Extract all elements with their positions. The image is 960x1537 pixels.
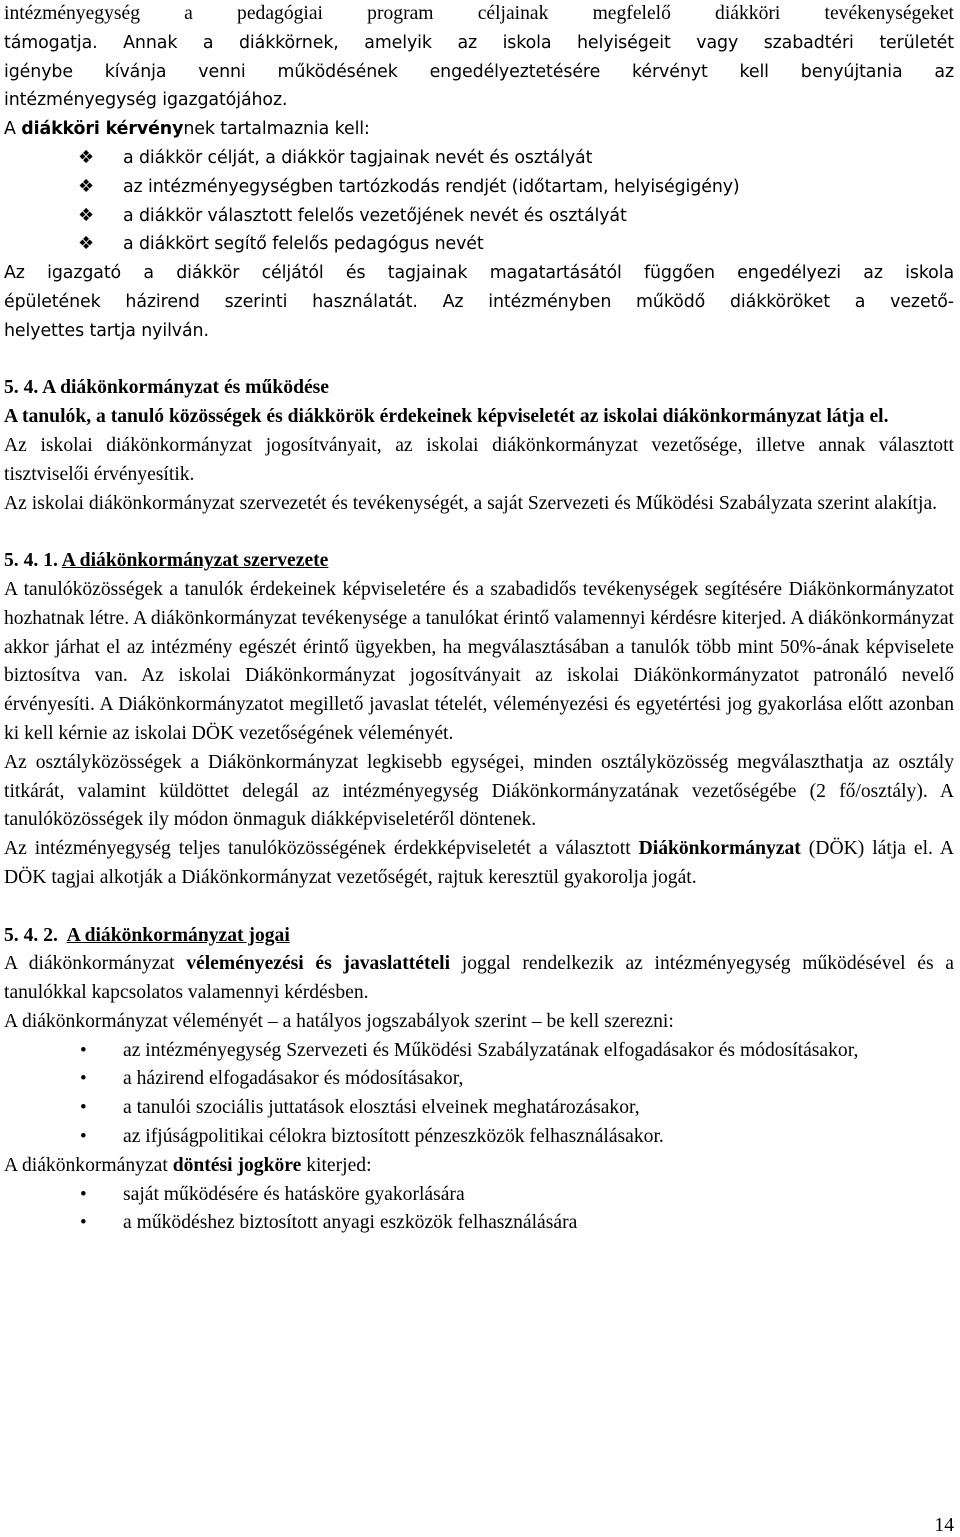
text-line: támogatja. Annak a diákkörnek, amelyik az iskola helyiségeit vagy szabadtéri területét: [4, 32, 954, 53]
paragraph: A tanulóközösségek a tanulók érdekeinek képviseletére és a szabadidős tevékenységek segítésére Diákönkormányzatot hozhatnak létre. A diákönkormányzat tevékenysége a tanulókat érintő valamennyi kérdésre kiterjed. A diákönkormányzat akkor járhat el az intézmény egészét érintő ügyekben, ha megválasztásában a tanulók több mint 50%-ának képviselete biztosítva van. Az iskolai Diákönkormányzat jogosítványait az iskolai Diákönkormányzatot patronáló nevelő érvényesíti. A Diákönkormányzatot megillető javaslat tételét, véleményezési és egyetértési jog gyakorlása előtt azonban ki kell kérnie az iskolai DÖK vezetőségének véleményét.: [4, 578, 954, 744]
list-item: • az intézményegység Szervezeti és Működési Szabályzatának elfogadásakor és módosításakor,: [4, 1037, 954, 1066]
section-heading: 5. 4. 1. A diákönkormányzat szervezete: [4, 550, 329, 572]
decision-list: [4, 1181, 954, 1239]
paragraph: Az iskolai diákönkormányzat jogosítványait, az iskolai diákönkormányzat vezetősége, illetve annak választott tisztviselői érvényesítik.: [4, 434, 954, 485]
list-item: ❖ az intézményegységben tartózkodás rendjét (időtartam, helyiségigény): [4, 173, 954, 202]
list-item: • saját működésére és hatásköre gyakorlására: [4, 1181, 954, 1210]
section-heading: 5. 4. 2. A diákönkormányzat jogai: [4, 924, 290, 946]
dot-bullet-icon: •: [80, 1183, 87, 1205]
spacer: [4, 518, 954, 547]
diamond-bullet-icon: ❖: [78, 175, 95, 197]
paragraph: Az iskolai diákönkormányzat szervezetét és tevékenységét, a saját Szervezeti és Működési Szabályzata szerint alakítja.: [4, 492, 938, 514]
dot-bullet-icon: •: [80, 1039, 87, 1061]
text-line: helyettes tartja nyilván.: [4, 320, 209, 341]
spacer: [4, 893, 954, 922]
diamond-bullet-icon: ❖: [78, 233, 95, 255]
text-line: igénybe kívánja venni működésének engedélyeztetésére kérvényt kell benyújtania az: [4, 61, 954, 82]
diamond-bullet-icon: ❖: [78, 146, 95, 168]
text-line: Az igazgató a diákkör céljától és tagjainak magatartásától függően engedélyezi az iskola: [4, 263, 954, 284]
text-line: intézményegység igazgatójához.: [4, 90, 288, 111]
request-list: [4, 144, 954, 259]
opinion-list: [4, 1037, 954, 1152]
list-item: ❖ a diákkör célját, a diákkör tagjainak nevét és osztályát: [4, 144, 954, 173]
list-item: • a házirend elfogadásakor és módosításakor,: [4, 1065, 954, 1094]
section-heading: 5. 4. A diákönkormányzat és működése: [4, 377, 329, 399]
dot-bullet-icon: •: [80, 1126, 87, 1148]
diamond-bullet-icon: ❖: [78, 204, 95, 226]
list-item: ❖ a diákkör választott felelős vezetőjének nevét és osztályát: [4, 202, 954, 231]
text-line: épületének házirend szerinti használatát. Az intézményben működő diákköröket a vezető-: [4, 291, 954, 312]
list-item: ❖ a diákkört segítő felelős pedagógus nevét: [4, 230, 954, 259]
paragraph: A diákönkormányzat véleményét – a hatályos jogszabályok szerint – be kell szerezni:: [4, 1010, 674, 1032]
paragraph: Az intézményegység teljes tanulóközösségének érdekképviseletét a választott Diákönkormányzat (DÖK) látja el. A DÖK tagjai alkotják a Diákönkormányzat vezetőségét, rajtuk keresztül gyakorolja jogát.: [4, 838, 954, 888]
list-item: • az ifjúságpolitikai célokra biztosított pénzeszközök felhasználásakor.: [4, 1123, 954, 1152]
page-number: 14: [934, 1515, 954, 1536]
list-item: • a működéshez biztosított anyagi eszközök felhasználására: [4, 1209, 954, 1238]
dot-bullet-icon: •: [80, 1097, 87, 1119]
paragraph: Az osztályközösségek a Diákönkormányzat legkisebb egységei, minden osztályközösség megválaszthatja az osztály titkárát, valamint küldöttet delegál az intézményegység Diákönkormányzatának vezetőségébe (2 fő/osztály). A tanulóközösségek ily módon önmaguk diákképviseletéről döntenek.: [4, 751, 954, 831]
paragraph: A diákönkormányzat véleményezési és javaslattételi joggal rendelkezik az intézményegység működésével és a tanulókkal kapcsolatos valamennyi kérdésben.: [4, 953, 955, 1004]
paragraph: A diákönkormányzat döntési jogköre kiterjed:: [4, 1154, 372, 1176]
dot-bullet-icon: •: [80, 1212, 87, 1234]
spacer: [4, 346, 954, 375]
text-line: intézményegység a pedagógiai program céljainak megfelelő diákköri tevékenységeket: [4, 3, 954, 24]
document-page: [4, 0, 954, 1238]
request-intro: A diákköri kérvénynek tartalmaznia kell:: [4, 119, 370, 140]
dot-bullet-icon: •: [80, 1068, 87, 1090]
list-item: • a tanulói szociális juttatások elosztási elveinek meghatározásakor,: [4, 1094, 954, 1123]
bold-paragraph: A tanulók, a tanuló közösségek és diákkörök érdekeinek képviseletét az iskolai diákönkormányzat látja el.: [4, 406, 889, 428]
